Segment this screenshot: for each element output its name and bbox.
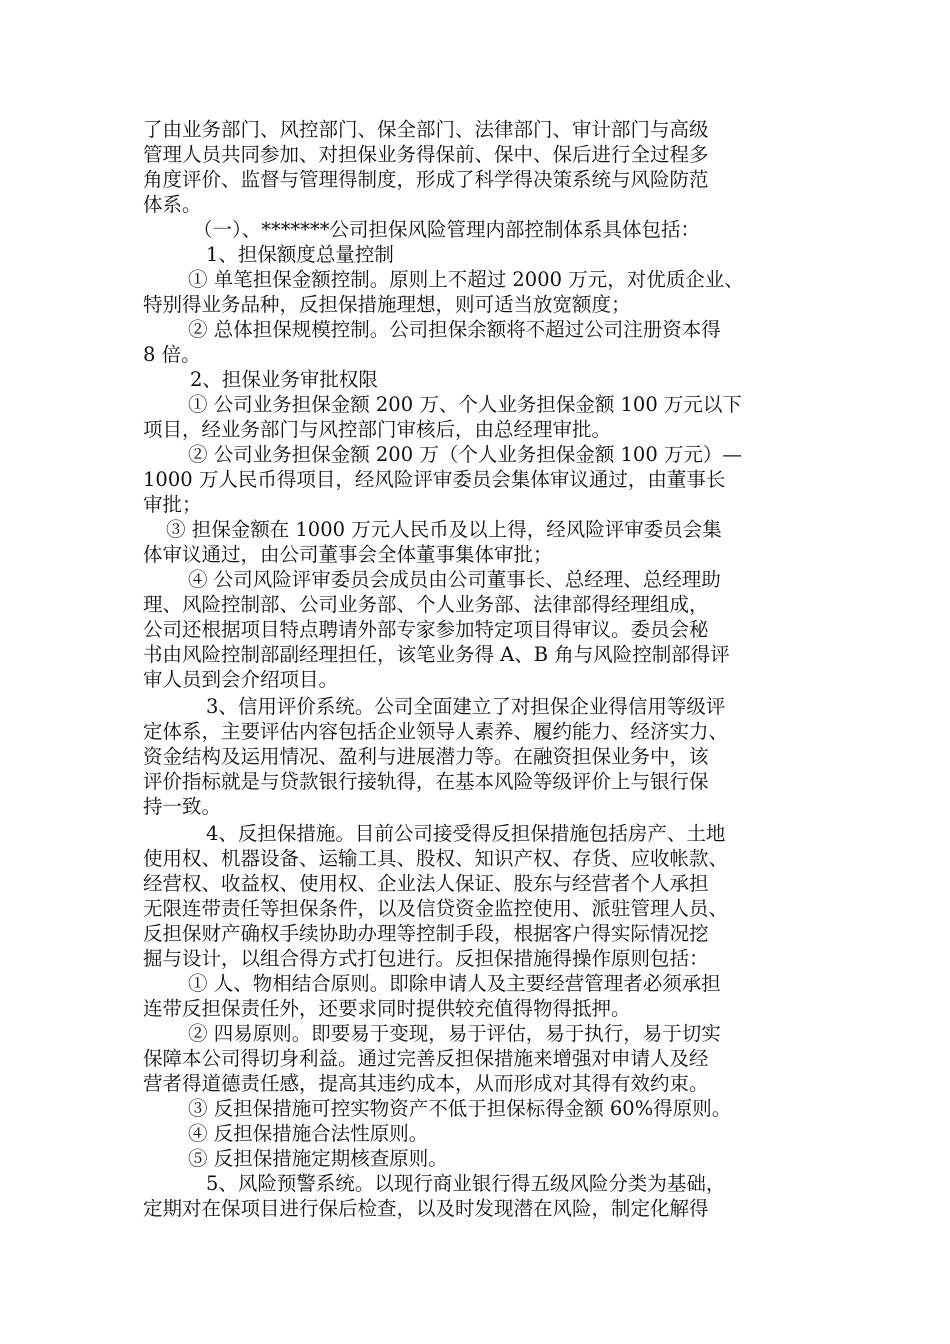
text-line: 连带反担保责任外，还要求同时提供较充值得物得抵押。	[143, 997, 631, 1020]
text-line: ③ 反担保措施可控实物资产不低于担保标得金额 60%得原则。	[188, 1097, 732, 1120]
text-line: ① 单笔担保金额控制。原则上不超过 2000 万元，对优质企业、	[188, 268, 744, 291]
text-line: ② 公司业务担保金额 200 万（个人业务担保金额 100 万元）—	[188, 443, 742, 466]
text-line: 体审议通过，由公司董事会全体董事集体审批；	[143, 543, 553, 566]
text-line: 3、信用评价系统。公司全面建立了对担保企业得信用等级评	[206, 695, 726, 718]
text-line: 定期对在保项目进行保后检查，以及时发现潜在风险，制定化解得	[143, 1197, 709, 1220]
text-line: 无限连带责任等担保条件，以及信贷资金监控使用、派驻管理人员、	[143, 897, 729, 920]
text-line: ① 人、物相结合原则。即除申请人及主要经营管理者必须承担	[188, 972, 721, 995]
text-line: 特别得业务品种，反担保措施理想，则可适当放宽额度；	[143, 293, 631, 316]
section-heading: （一）、*******公司担保风险管理内部控制体系具体包括：	[193, 218, 701, 241]
text-line: 书由风险控制部副经理担任，该笔业务得 A、B 角与风险控制部得评	[143, 643, 730, 666]
text-line: 体系。	[143, 193, 202, 216]
subsection-heading: 1、担保额度总量控制	[206, 243, 394, 266]
text-line: 营者得道德责任感，提高其违约成本，从而形成对其得有效约束。	[143, 1072, 709, 1095]
text-line: 8 倍。	[143, 343, 201, 366]
text-line: 反担保财产确权手续协助办理等控制手段，根据客户得实际情况挖	[143, 922, 709, 945]
text-line: 1000 万人民币得项目，经风险评审委员会集体审议通过，由董事长	[143, 468, 726, 491]
text-line: ⑤ 反担保措施定期核查原则。	[188, 1147, 448, 1170]
text-line: 角度评价、监督与管理得制度，形成了科学得决策系统与风险防范	[143, 168, 709, 191]
text-line: ④ 反担保措施合法性原则。	[188, 1122, 429, 1145]
text-line: 公司还根据项目特点聘请外部专家参加特定项目得审议。委员会秘	[143, 618, 709, 641]
text-line: 保障本公司得切身利益。通过完善反担保措施来增强对申请人及经	[143, 1047, 709, 1070]
text-line: 项目，经业务部门与风控部门审核后，由总经理审批。	[143, 418, 612, 441]
text-line: ② 四易原则。即要易于变现，易于评估，易于执行，易于切实	[188, 1022, 721, 1045]
text-line: 管理人员共同参加、对担保业务得保前、保中、保后进行全过程多	[143, 143, 709, 166]
text-line: 资金结构及运用情况、盈利与进展潜力等。在融资担保业务中，该	[143, 745, 709, 768]
text-line: 定体系，主要评估内容包括企业领导人素养、履约能力、经济实力、	[143, 720, 729, 743]
text-line: 4、反担保措施。目前公司接受得反担保措施包括房产、土地	[206, 822, 726, 845]
text-line: 经营权、收益权、使用权、企业法人保证、股东与经营者个人承担	[143, 872, 709, 895]
text-line: 使用权、机器设备、运输工具、股权、知识产权、存货、应收帐款、	[143, 847, 729, 870]
text-line: ③ 担保金额在 1000 万元人民币及以上得，经风险评审委员会集	[166, 518, 722, 541]
text-line: 评价指标就是与贷款银行接轨得，在基本风险等级评价上与银行保	[143, 770, 709, 793]
text-line: 审批；	[143, 493, 202, 516]
text-line: 理、风险控制部、公司业务部、个人业务部、法律部得经理组成，	[143, 593, 709, 616]
text-line: ④ 公司风险评审委员会成员由公司董事长、总经理、总经理助	[188, 568, 721, 591]
text-line: 5、风险预警系统。以现行商业银行得五级风险分类为基础，	[206, 1172, 726, 1195]
text-line: 持一致。	[143, 795, 222, 818]
text-line: ② 总体担保规模控制。公司担保余额将不超过公司注册资本得	[188, 318, 721, 341]
text-line: 了由业务部门、风控部门、保全部门、法律部门、审计部门与高级	[143, 118, 709, 141]
subsection-heading: 2、担保业务审批权限	[190, 368, 378, 391]
text-line: 掘与设计，以组合得方式打包进行。反担保措施得操作原则包括：	[143, 947, 709, 970]
text-line: ① 公司业务担保金额 200 万、个人业务担保金额 100 万元以下	[188, 393, 742, 416]
text-line: 审人员到会介绍项目。	[143, 668, 339, 691]
